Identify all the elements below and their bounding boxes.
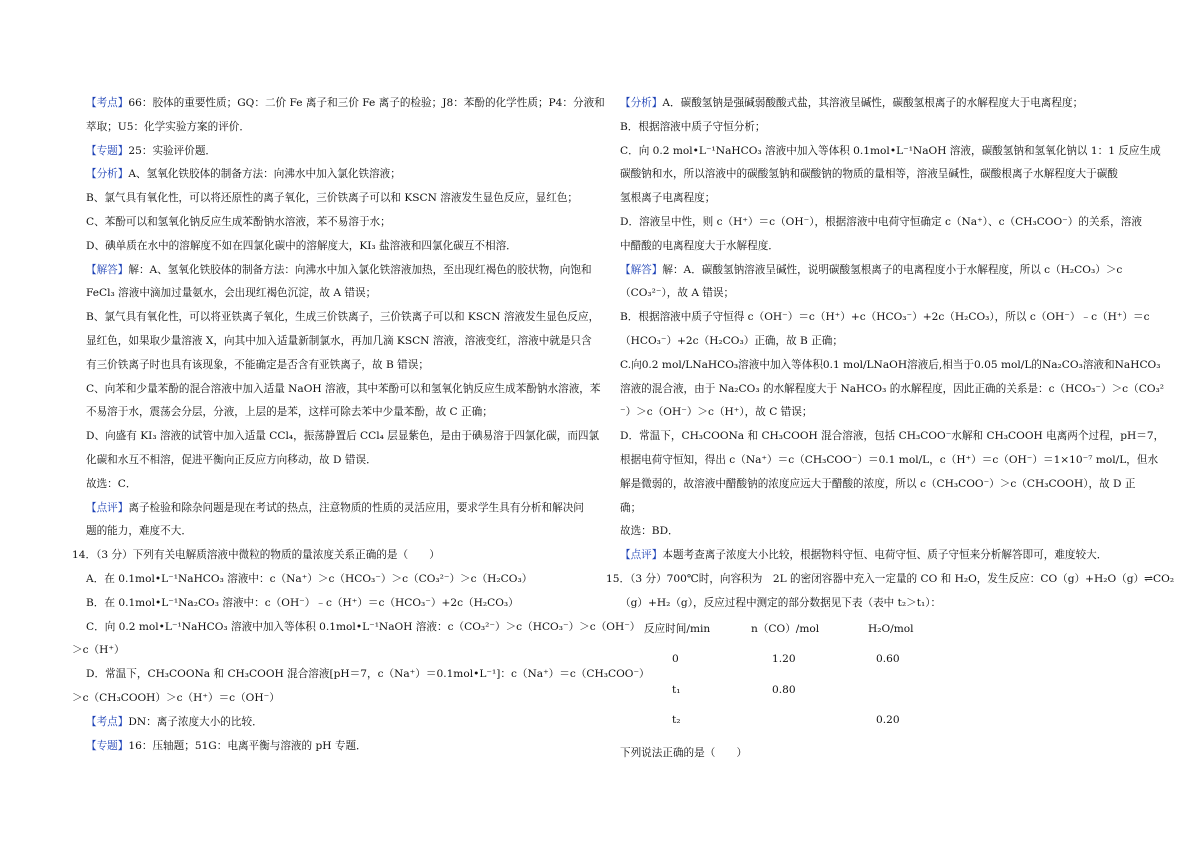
answer-line: 故选：C． [86, 477, 137, 490]
table-header [620, 618, 1130, 649]
zhuanti-line: 【专题】16：压轴题；51G：电离平衡与溶液的 pH 专题． [86, 739, 367, 752]
option-d-cont: ＞c（CH₃COOH）＞c（H⁺）＝c（OH⁻） [72, 691, 280, 704]
option-a: A．在 0.1mol•L⁻¹NaHCO₃ 溶液中：c（Na⁺）＞c（HCO₃⁻）＞c（CO₃²⁻）＞c（H₂CO₃） [86, 572, 533, 585]
option-c-cont: ＞c（H⁺） [72, 644, 125, 657]
table-cell: t₁ [672, 683, 681, 696]
text-line: （HCO₃⁻）+2c（H₂CO₃）正确，故 B 正确； [620, 334, 843, 347]
text-line: B．根据溶液中质子守恒分析； [620, 120, 766, 133]
text-line: B、氯气具有氧化性，可以将还原性的离子氧化，三价铁离子可以和 KSCN 溶液发生显色反应，显红色； [86, 192, 579, 205]
text-line: 化碳和水互不相溶，促进平衡向正反应方向移动，故 D 错误． [86, 453, 377, 466]
right-column [606, 92, 1175, 765]
table-row [620, 709, 1130, 740]
header-nco: n（CO）/mol [751, 622, 820, 635]
text-line: （CO₃²⁻），故 A 错误； [620, 287, 735, 300]
text-line: D、向盛有 KI₃ 溶液的试管中加入适量 CCl₄，振荡静置后 CCl₄ 层显紫色，是由于碘易溶于四氯化碳，而四氯 [86, 430, 600, 443]
table-cell: 0.20 [876, 714, 900, 727]
dianping-line: 【点评】离子检验和除杂问题是现在考试的热点，注意物质的性质的灵活应用，要求学生具有分析和解决问 [86, 501, 584, 514]
text-line: 萃取；U5：化学实验方案的评价． [86, 120, 250, 133]
jieda-line: 【解答】解：A、氢氧化铁胶体的制备方法：向沸水中加入氯化铁溶液加热，至出现红褐色的胶状物，向饱和 [86, 263, 592, 276]
fenxi-line: 【分析】A．碳酸氢钠是强碱弱酸酸式盐，其溶液呈碱性，碳酸氢根离子的水解程度大于电离程度； [620, 97, 1084, 109]
text-line: B．根据溶液中质子守恒得 c（OH⁻）＝c（H⁺）+c（HCO₃⁻）+2c（H₂CO₃），所以 c（OH⁻）﹣c（H⁺）＝c [620, 311, 1150, 324]
header-time: 反应时间/min [644, 622, 711, 635]
text-line: 中醋酸的电离程度大于水解程度． [620, 239, 779, 252]
text-line: C、苯酚可以和氢氧化钠反应生成苯酚钠水溶液，苯不易溶于水； [86, 215, 391, 228]
kaodian-line: 【考点】66：胶体的重要性质；GQ：二价 Fe 离子和三价 Fe 离子的检验；J8：苯酚的化学性质；P4：分液和 [86, 97, 605, 109]
text-line: 氢根离子电离程度； [620, 192, 716, 205]
table-row [620, 679, 1130, 710]
text-line: C．向 0.2 mol•L⁻¹NaHCO₃ 溶液中加入等体积 0.1mol•L⁻¹NaOH 溶液，碳酸氢钠和氢氧化钠以 1：1 反应生成 [620, 144, 1161, 157]
question-15-cont: （g）+H₂（g），反应过程中测定的部分数据见下表（表中 t₂＞t₁）： [620, 596, 942, 609]
table-cell: 0.60 [876, 653, 900, 666]
text-line: 根据电荷守恒知，得出 c（Na⁺）＝c（CH₃COO⁻）＝0.1 mol/L，c（H⁺）＝c（OH⁻）＝1×10⁻⁷ mol/L，但水 [620, 453, 1159, 466]
option-c: C．向 0.2 mol•L⁻¹NaHCO₃ 溶液中加入等体积 0.1mol•L⁻¹NaOH 溶液：c（CO₃²⁻）＞c（HCO₃⁻）＞c（OH⁻） [86, 620, 641, 633]
dianping-line: 【点评】本题考查离子浓度大小比较，根据物料守恒、电荷守恒、质子守恒来分析解答即可，难度较大． [620, 549, 1108, 562]
header-h2o: H₂O/mol [868, 622, 914, 635]
text-line: 碳酸钠和水，所以溶液中的碳酸氢钠和碳酸钠的物质的量相等，溶液呈碱性，碳酸根离子水解程度大于碳酸 [620, 168, 1118, 181]
table-cell: 1.20 [772, 653, 796, 666]
option-b: B．在 0.1mol•L⁻¹Na₂CO₃ 溶液中：c（OH⁻）﹣c（H⁺）＝c（HCO₃⁻）+2c（H₂CO₃） [86, 596, 519, 609]
text-line: 显红色，如果取少量溶液 X，向其中加入适量新制氯水，再加几滴 KSCN 溶液，溶液变红，溶液中就是只含 [86, 334, 592, 347]
text-line: 不易溶于水，震荡会分层，分液，上层的是苯，这样可除去苯中少量苯酚，故 C 正确； [86, 406, 493, 419]
question-14-title: 14．（3 分）下列有关电解质溶液中微粒的物质的量浓度关系正确的是（ ） [72, 549, 440, 562]
data-table [620, 618, 1130, 740]
question-15-title: 15．（3 分）700℃时，向容积为 2L 的密闭容器中充入一定量的 CO 和 H₂O，发生反应：CO（g）+H₂O（g）⇌CO₂ [606, 572, 1175, 585]
table-cell: 0 [672, 653, 679, 666]
jieda-line: 【解答】解：A．碳酸氢钠溶液呈碱性，说明碳酸氢根离子的电离程度小于水解程度，所以 c（H₂CO₃）＞c [620, 263, 1123, 276]
kaodian-line: 【考点】DN：离子浓度大小的比较． [86, 715, 263, 728]
fenxi-line: 【分析】A、氢氧化铁胶体的制备方法：向沸水中加入氯化铁溶液； [86, 168, 401, 181]
text-line: B、氯气具有氧化性，可以将亚铁离子氧化，生成三价铁离子，三价铁离子可以和 KSCN 溶液发生显色反应， [86, 311, 600, 324]
text-line: 溶液的混合液，由于 Na₂CO₃ 的水解程度大于 NaHCO₃ 的水解程度，因此正确的关系是：c（HCO₃⁻）＞c（CO₃² [620, 382, 1164, 395]
text-line: ⁻）＞c（OH⁻）＞c（H⁺），故 C 错误； [620, 406, 813, 419]
text-line: D、碘单质在水中的溶解度不如在四氯化碳中的溶解度大，KI₃ 盐溶液和四氯化碳互不相溶． [86, 239, 517, 252]
option-d: D．常温下，CH₃COONa 和 CH₃COOH 混合溶液[pH＝7，c（Na⁺）＝0.1mol•L⁻¹]：c（Na⁺）＝c（CH₃COO⁻） [86, 668, 650, 681]
text-line: FeCl₃ 溶液中滴加过量氨水，会出现红褐色沉淀，故 A 错误； [86, 287, 377, 300]
answer-line: 故选：BD． [620, 525, 679, 538]
text-line: D．溶液呈中性，则 c（H⁺）＝c（OH⁻），根据溶液中电荷守恒确定 c（Na⁺）、c（CH₃COO⁻）的关系，溶液 [620, 215, 1142, 228]
table-row [620, 648, 1130, 679]
text-line: 题的能力，难度不大． [86, 525, 192, 538]
question-15-prompt: 下列说法正确的是（ ） [620, 746, 748, 759]
zhuanti-line: 【专题】25：实验评价题． [86, 144, 217, 157]
text-line: 确； [620, 501, 642, 514]
table-cell: t₂ [672, 714, 681, 727]
text-line: D．常温下，CH₃COONa 和 CH₃COOH 混合溶液，包括 CH₃COO⁻水解和 CH₃COOH 电离两个过程，pH＝7， [620, 430, 1165, 443]
text-line: C、向苯和少量苯酚的混合溶液中加入适量 NaOH 溶液，其中苯酚可以和氢氧化钠反应生成苯酚钠水溶液，苯 [86, 382, 601, 395]
text-line: 解是微弱的，故溶液中醋酸钠的浓度应远大于醋酸的浓度，所以 c（CH₃COO⁻）＞c（CH₃COOH），故 D 正 [620, 477, 1136, 490]
text-line: C.向0.2 mol/LNaHCO₃溶液中加入等体积0.1 mol/LNaOH溶液后,相当于0.05 mol/L的Na₂CO₃溶液和NaHCO₃ [620, 358, 1161, 371]
table-cell: 0.80 [772, 683, 796, 696]
text-line: 有三价铁离子时也具有该现象，不能确定是否含有亚铁离子，故 B 错误； [86, 358, 429, 371]
